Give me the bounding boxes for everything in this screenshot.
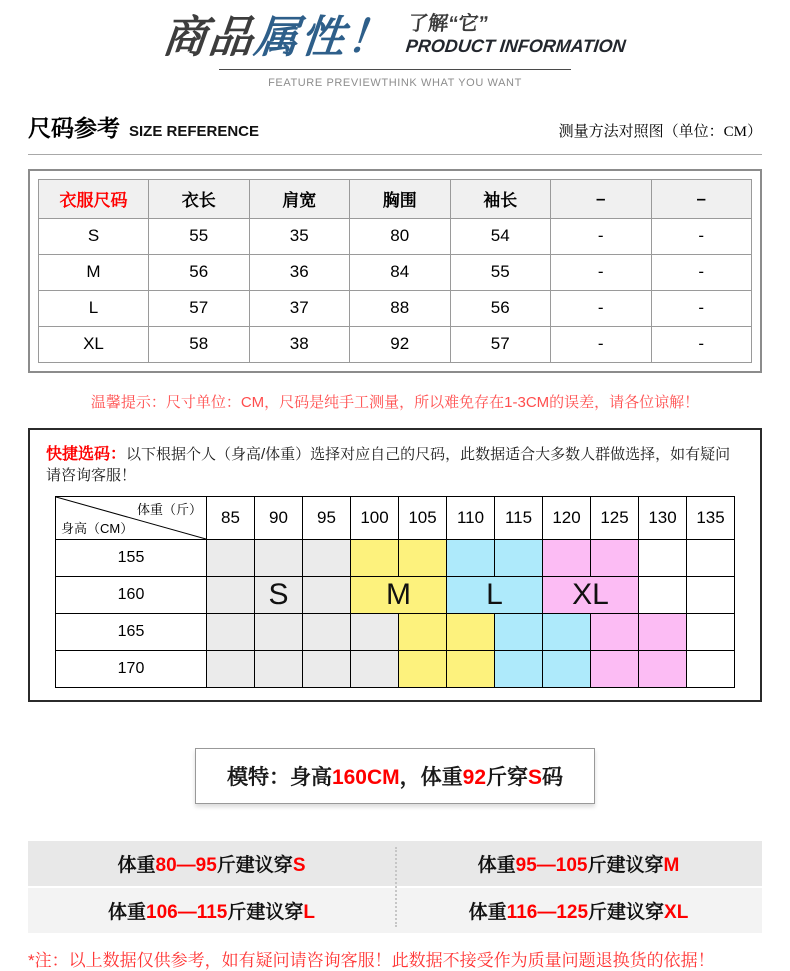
matrix-cell [207, 576, 255, 613]
size-recommendations [28, 841, 762, 933]
size-table-cell: 58 [149, 326, 250, 362]
matrix-cell [495, 613, 543, 650]
brand-subtitle-en: PRODUCT INFORMATION [405, 36, 627, 56]
size-table-col-header: – [651, 179, 752, 218]
matrix-cell [543, 613, 591, 650]
footnote: *注：以上数据仅供参考，如有疑问请咨询客服！此数据不接受作为质量问题退换货的依据！ [28, 950, 715, 970]
brand-divider [219, 69, 571, 70]
size-table-cell: - [651, 218, 752, 254]
matrix-cell [447, 613, 495, 650]
matrix-cell [399, 650, 447, 687]
matrix-cell [255, 539, 303, 576]
corner-height-label: 身高（CM） [61, 520, 134, 536]
matrix-header-row [56, 496, 735, 539]
matrix-body [56, 539, 735, 687]
rec-mid: 斤建议穿 [588, 901, 665, 923]
size-table [38, 179, 752, 363]
matrix-cell [303, 539, 351, 576]
size-table-cell: 57 [450, 326, 551, 362]
rec-size: L [303, 901, 315, 923]
brand-row [161, 12, 630, 60]
matrix-cell [543, 650, 591, 687]
section-divider [28, 154, 762, 155]
matrix-cell [255, 613, 303, 650]
brand-title-zh: 商品 [160, 12, 258, 62]
matrix-weight-header: 115 [495, 496, 543, 539]
size-table-col-header: 肩宽 [249, 179, 350, 218]
matrix-size-cell-xl: XL [543, 576, 639, 613]
matrix-cell [687, 650, 735, 687]
matrix-cell [303, 576, 351, 613]
size-table-cell: - [551, 290, 652, 326]
size-table-box [28, 169, 762, 373]
quick-select-head [46, 441, 744, 485]
size-table-row [39, 218, 752, 254]
size-matrix-table [55, 496, 735, 688]
matrix-size-cell-l: L [447, 576, 543, 613]
size-table-col-header: – [551, 179, 652, 218]
size-table-cell: 88 [350, 290, 451, 326]
size-table-cell: 92 [350, 326, 451, 362]
rec-mid: 斤建议穿 [227, 901, 304, 923]
matrix-cell [447, 539, 495, 576]
rec-size: M [663, 854, 680, 876]
rec-mid: 斤建议穿 [587, 854, 664, 876]
brand-subtitle-block [405, 12, 630, 60]
rec-prefix: 体重 [468, 901, 507, 923]
matrix-cell [495, 539, 543, 576]
matrix-cell [591, 539, 639, 576]
size-table-body [39, 218, 752, 362]
section-title-group [28, 110, 259, 143]
size-table-row [39, 290, 752, 326]
matrix-corner-cell [56, 496, 207, 539]
matrix-row [56, 576, 735, 613]
rec-range: 106—115 [146, 901, 228, 923]
model-info-box [195, 748, 595, 804]
size-table-cell: S [39, 218, 149, 254]
size-table-col-header: 衣服尺码 [39, 179, 149, 218]
matrix-cell [399, 539, 447, 576]
matrix-row [56, 650, 735, 687]
size-table-cell: 35 [249, 218, 350, 254]
matrix-cell [303, 650, 351, 687]
measure-note: 测量方法对照图（单位：CM） [558, 123, 762, 140]
section-title-zh: 尺码参考 [28, 114, 120, 141]
recommend-l [28, 888, 395, 933]
matrix-weight-header: 130 [639, 496, 687, 539]
matrix-cell [207, 650, 255, 687]
matrix-cell [639, 613, 687, 650]
matrix-cell [351, 650, 399, 687]
matrix-cell [543, 539, 591, 576]
size-table-cell: M [39, 254, 149, 290]
matrix-cell [687, 613, 735, 650]
matrix-cell [447, 650, 495, 687]
brand-header [0, 0, 790, 89]
matrix-weight-header: 125 [591, 496, 639, 539]
size-table-cell: - [551, 218, 652, 254]
model-size-value: S [528, 765, 543, 789]
matrix-height-header: 165 [56, 613, 207, 650]
matrix-cell [207, 539, 255, 576]
model-seg: 斤穿 [486, 765, 529, 789]
size-table-cell: 55 [149, 218, 250, 254]
size-table-cell: 55 [450, 254, 551, 290]
rec-range: 116—125 [506, 901, 589, 923]
matrix-weight-header: 90 [255, 496, 303, 539]
quick-select-box [28, 428, 762, 702]
matrix-height-header: 160 [56, 576, 207, 613]
size-table-cell: 84 [350, 254, 451, 290]
matrix-row [56, 539, 735, 576]
matrix-cell [495, 650, 543, 687]
size-table-header-row [39, 179, 752, 218]
size-table-cell: 56 [450, 290, 551, 326]
matrix-cell [255, 650, 303, 687]
matrix-cell [351, 539, 399, 576]
rec-prefix: 体重 [117, 854, 156, 876]
size-table-row [39, 254, 752, 290]
brand-title [160, 12, 396, 62]
matrix-cell [687, 539, 735, 576]
matrix-cell [687, 576, 735, 613]
size-table-cell: - [551, 326, 652, 362]
size-table-cell: - [651, 326, 752, 362]
matrix-weight-header: 110 [447, 496, 495, 539]
size-table-cell: 37 [249, 290, 350, 326]
matrix-weight-header: 95 [303, 496, 351, 539]
rec-size: XL [664, 901, 689, 923]
quick-select-label: 快捷选码： [46, 445, 127, 463]
size-table-col-header: 袖长 [450, 179, 551, 218]
model-seg: 模特：身高 [226, 765, 332, 789]
size-table-cell: XL [39, 326, 149, 362]
brand-tagline: FEATURE PREVIEWTHINK WHAT YOU WANT [268, 76, 522, 89]
matrix-row [56, 613, 735, 650]
column-divider [395, 847, 397, 927]
quick-select-desc: 以下根据个人（身高/体重）选择对应自己的尺码，此数据适合大多数人群做选择，如有疑问请咨询客服！ [46, 445, 731, 484]
size-table-cell: 80 [350, 218, 451, 254]
matrix-size-cell-m: M [351, 576, 447, 613]
rec-range: 80—95 [155, 854, 217, 876]
model-seg: 码 [542, 765, 564, 789]
matrix-cell [639, 539, 687, 576]
size-table-cell: - [651, 254, 752, 290]
corner-weight-label: 体重（斤） [136, 501, 202, 517]
size-table-col-header: 衣长 [149, 179, 250, 218]
model-height-value: 160CM [331, 765, 400, 789]
rec-prefix: 体重 [108, 901, 147, 923]
section-title-en: SIZE REFERENCE [129, 122, 260, 140]
matrix-cell [399, 613, 447, 650]
brand-subtitle-zh: 了解“它” [407, 13, 490, 35]
matrix-weight-header: 135 [687, 496, 735, 539]
matrix-weight-header: 120 [543, 496, 591, 539]
size-tip: 温馨提示：尺寸单位：CM，尺码是纯手工测量，所以难免存在1-3CM的误差，请各位谅解！ [90, 393, 700, 411]
matrix-cell [351, 613, 399, 650]
matrix-cell [207, 613, 255, 650]
rec-mid: 斤建议穿 [216, 854, 293, 876]
size-table-cell: - [651, 290, 752, 326]
size-table-cell: 36 [249, 254, 350, 290]
matrix-weight-header: 100 [351, 496, 399, 539]
rec-size: S [292, 854, 306, 876]
matrix-cell [591, 650, 639, 687]
size-table-cell: 57 [149, 290, 250, 326]
size-reference-header [0, 110, 790, 143]
size-table-cell: 56 [149, 254, 250, 290]
matrix-cell [591, 613, 639, 650]
matrix-height-header: 155 [56, 539, 207, 576]
matrix-weight-header: 105 [399, 496, 447, 539]
rec-prefix: 体重 [477, 854, 516, 876]
matrix-size-cell-s: S [255, 576, 303, 613]
model-weight-value: 92 [462, 765, 487, 789]
matrix-cell [639, 576, 687, 613]
rec-range: 95—105 [515, 854, 588, 876]
matrix-height-header: 170 [56, 650, 207, 687]
matrix-cell [303, 613, 351, 650]
matrix-cell [639, 650, 687, 687]
size-table-cell: 54 [450, 218, 551, 254]
matrix-weight-header: 85 [207, 496, 255, 539]
recommend-s [28, 841, 395, 886]
size-table-cell: - [551, 254, 652, 290]
model-seg: ，体重 [399, 765, 463, 789]
size-table-cell: 38 [249, 326, 350, 362]
recommend-m [395, 841, 762, 886]
size-table-col-header: 胸围 [350, 179, 451, 218]
brand-title-accent: 属性！ [252, 12, 396, 62]
recommend-xl [395, 888, 762, 933]
size-table-row [39, 326, 752, 362]
size-table-cell: L [39, 290, 149, 326]
